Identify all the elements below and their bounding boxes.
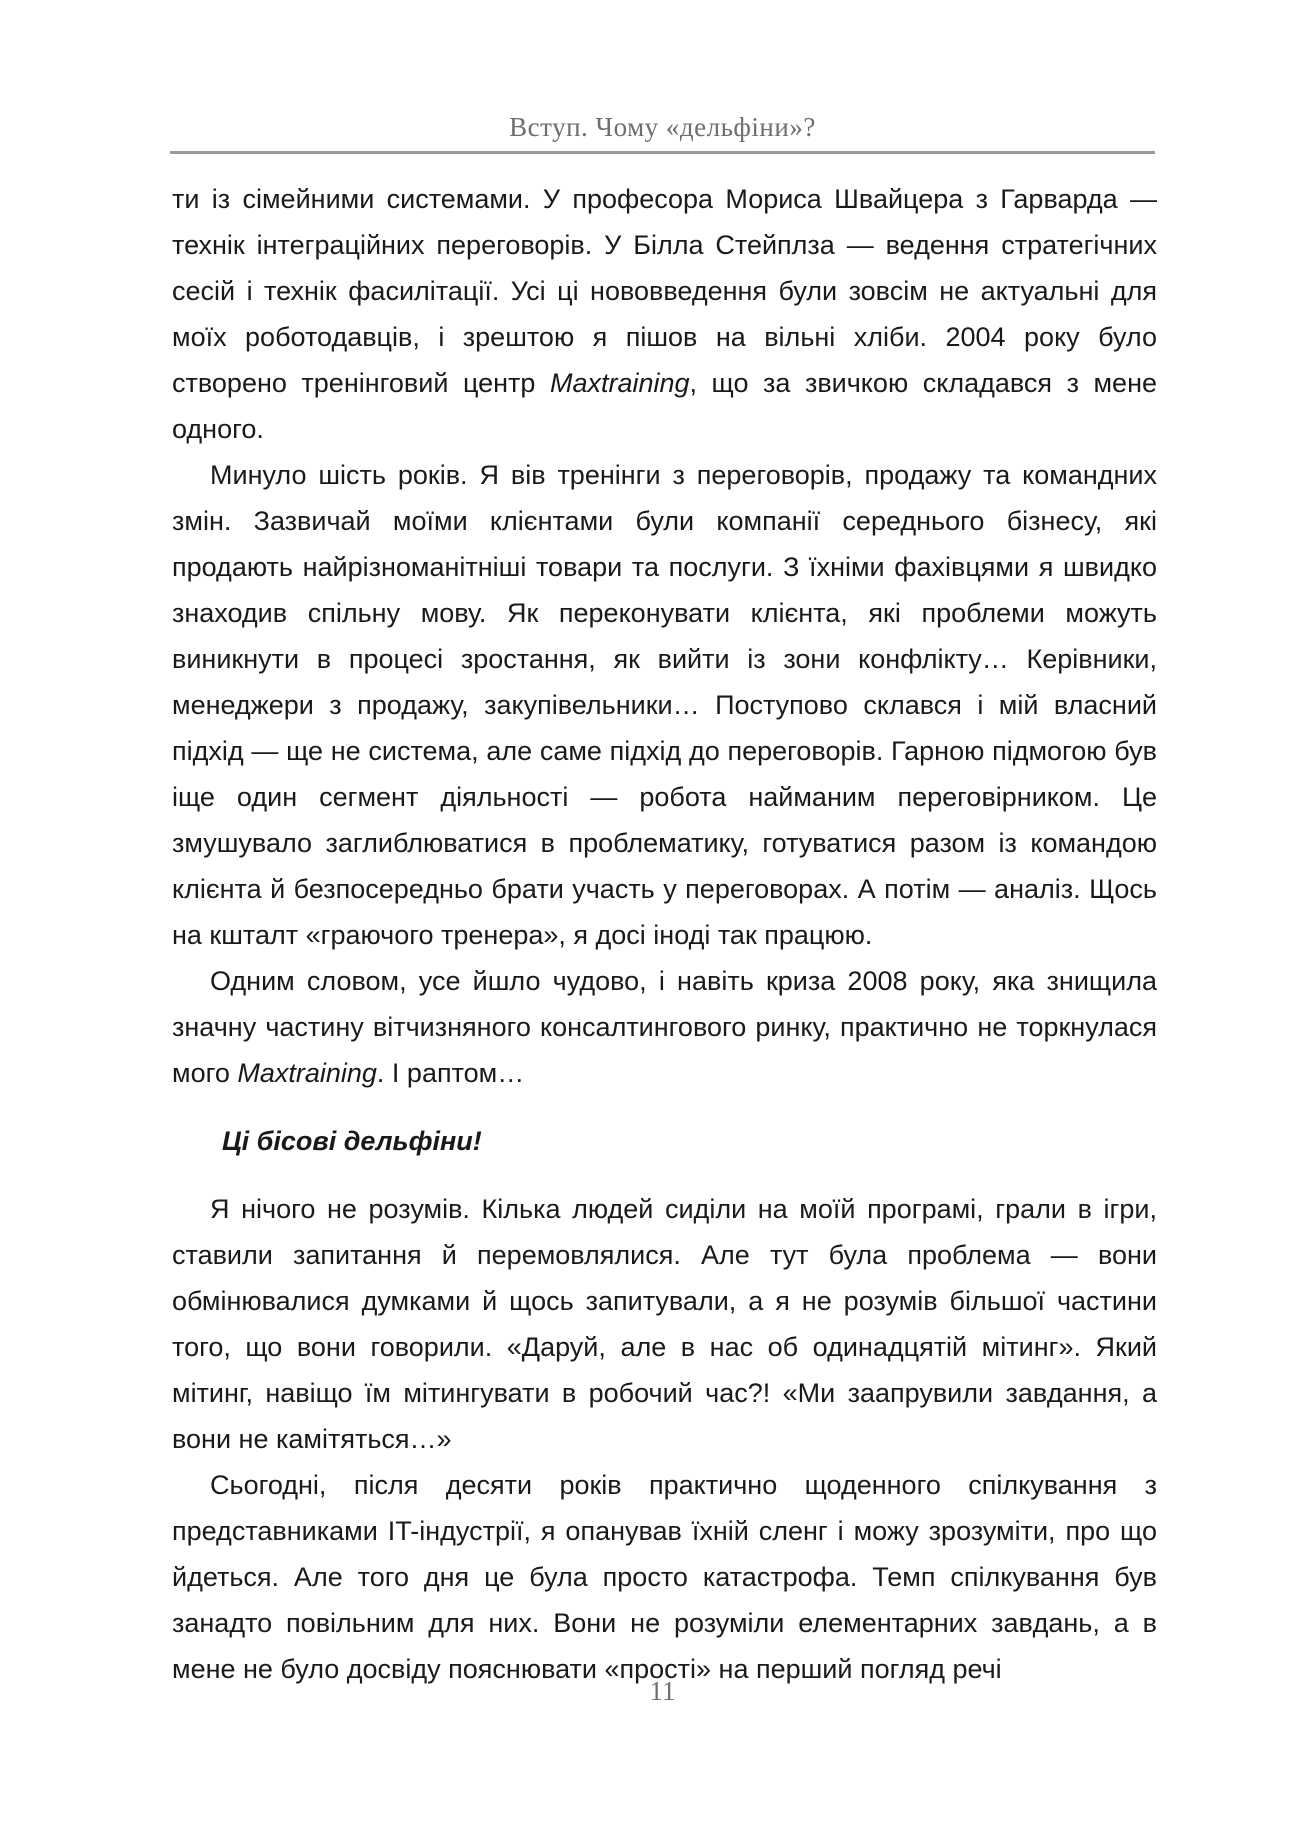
section-heading: Ці бісові дельфіни! xyxy=(222,1126,482,1156)
paragraph-1 xyxy=(172,176,1157,452)
paragraph-5: Сьогодні, після десяти років практично щоденного спілкування з представниками IT-індустрії, я опанував їхній сленг і можу зрозуміти, про що йдеться. Але того дня це була просто катастрофа. Темп спілкування був занадто повільним для них. Вони не розуміли елементарних завдань, а в мене не було досвіду пояснювати «прості» на перший погляд речі xyxy=(172,1470,1157,1684)
brand-name-italic: Maxtraining xyxy=(237,1058,377,1088)
body-text xyxy=(172,176,1157,1692)
running-header-title: Вступ. Чому «дельфіни»? xyxy=(509,112,816,142)
page-number: 11 xyxy=(649,1676,676,1706)
paragraph-3-text-b: . І раптом… xyxy=(376,1058,525,1088)
brand-name-italic: Maxtraining xyxy=(549,368,690,398)
header-divider xyxy=(170,151,1155,154)
paragraph-3 xyxy=(172,958,1157,1096)
paragraph-1-text-a: ти із сімейними системами. У професора Мориса Швайцера з Гарварда — технік інтеграційних переговорів. У Білла Стейплза — ведення стратегічних сесій і технік фасилітації. Усі ці нововведення були зовсім не актуальні для моїх роботодавців, і зрештою я пішов на вільні хліби. 2004 року було створено тренінговий центр xyxy=(172,184,1157,398)
paragraph-3-text-a: Одним словом, усе йшло чудово, і навіть криза 2008 року, яка знищила значну частину вітчизняного консалтингового ринку, практично не торкнулася мого xyxy=(172,966,1157,1088)
paragraph-2: Минуло шість років. Я вів тренінги з переговорів, продажу та командних змін. Зазвичай моїми клієнтами були компанії середнього бізнесу, які продають найрізноманітніші товари та послуги. З їхніми фахівцями я швидко знаходив спільну мову. Як переконувати клієнта, які проблеми можуть виникнути в процесі зростання, як вийти із зони конфлікту… Керівники, менеджери з продажу, закупівельники… Поступово склався і мій власний підхід — ще не система, але саме підхід до переговорів. Гарною підмогою був іще один сегмент діяльності — робота найманим переговірником. Це змушувало заглиблюватися в проблематику, готуватися разом із командою клієнта й безпосередньо брати участь у переговорах. А потім — аналіз. Щось на кшталт «граючого тренера», я досі іноді так працюю. xyxy=(172,460,1157,950)
paragraph-1-text-b: , що за звичкою складався з мене одного. xyxy=(172,368,1157,444)
paragraph-4: Я нічого не розумів. Кілька людей сиділи на моїй програмі, грали в ігри, ставили запитання й перемовлялися. Але тут була проблема — вони обмінювалися думками й щось запитували, а я не розумів більшої частини того, що вони говорили. «Даруй, але в нас об одинадцятій мітинг». Який мітинг, навіщо їм мітингувати в робочий час?! «Ми заапрувили завдання, а вони не камітяться…» xyxy=(172,1194,1157,1454)
